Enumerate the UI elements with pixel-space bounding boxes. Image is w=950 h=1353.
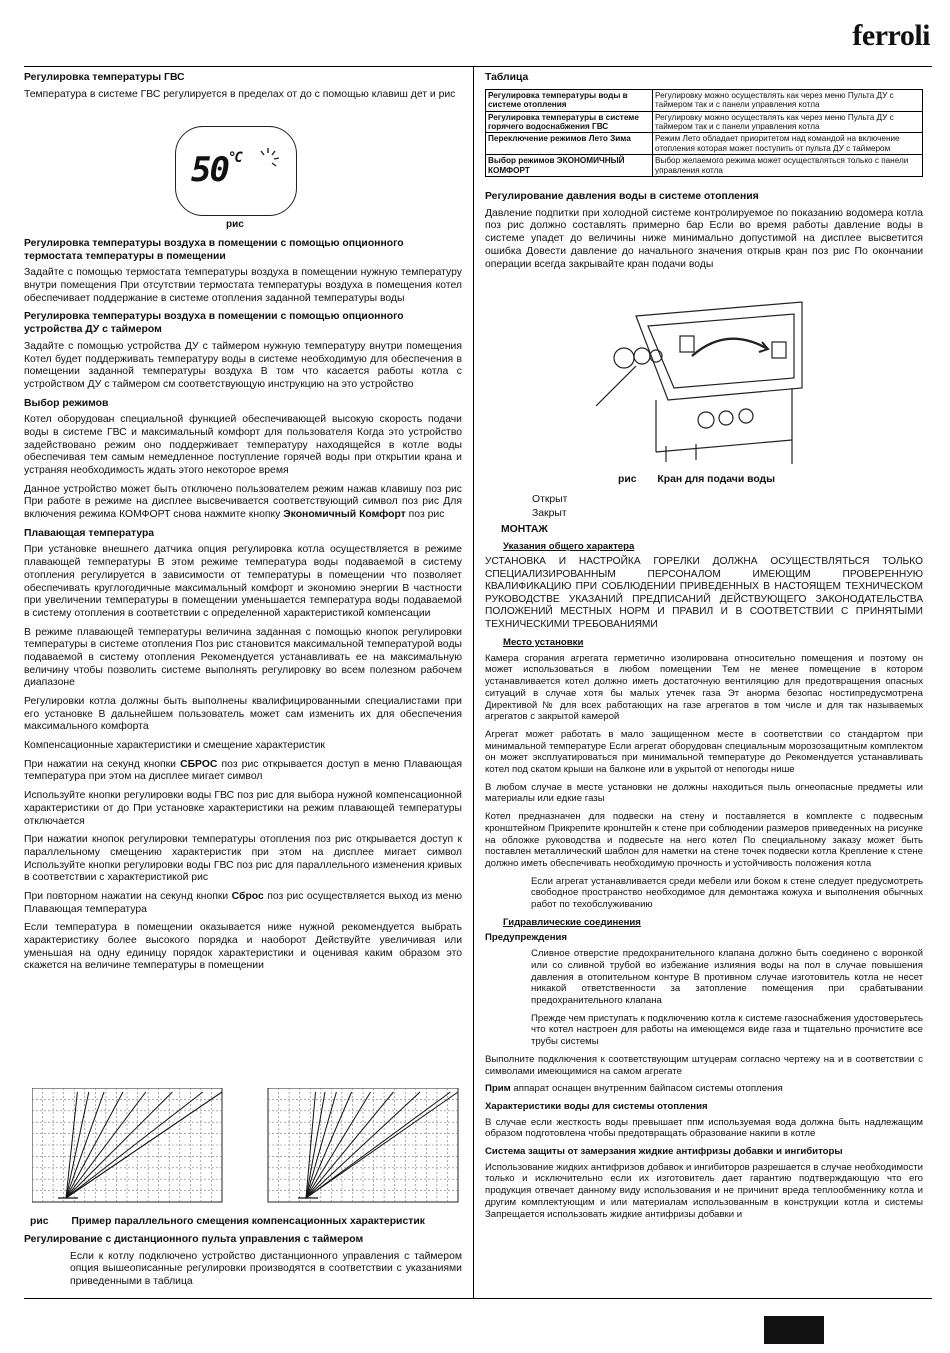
tap-figure-caption-text: Кран для подачи воды [657,474,776,485]
pressure-heading: Регулирование давления воды в системе отопления [485,191,759,203]
floating-p7: При нажатии кнопок регулировки температуры отопления поз рис открывается доступ к параллельному смещению характеристик при этом на дисплее мигает символ Используйте кнопки регулировки воды ГВС поз рис для параллельного изменения кривых в соответствии с характеристикой рис [24,834,462,884]
note-label: Прим [485,1083,511,1095]
location-p5: Если агрегат устанавливается среди мебели или боком к стене следует предусмотреть свободное пространство необходимое для демонтажа кожуха и выполнения обычных работ по техобслуживанию [531,875,923,911]
hydraulic-heading: Гидравлические соединения [503,916,641,928]
table-desc-cell: Регулировку можно осуществлять как через меню Пульта ДУ с таймером так и с панели управления котла [653,89,923,111]
display-readout [191,150,241,191]
modes-text-2-bold: Экономичный Комфорт [283,509,406,521]
floating-p9: Если температура в помещении оказывается ниже нужной рекомендуется выбрать характеристику более высокого порядка и наоборот Действуйте увеличивая или уменьшая на одну единицу порядок характеристики и оценивая каким образом это скажется на величине температуры в помещении [24,922,462,972]
water-text: В случае если жесткость воды превышает ппм используемая вода должна быть надлежащим образом подготовлена чтобы предотвращать образование накипи в котле [485,1116,923,1140]
modes-text-2b: поз рис [405,509,445,521]
table-param-cell: Выбор режимов ЭКОНОМИЧНЫЙ КОМФОРТ [486,155,653,177]
pressure-text: Давление подпитки при холодной системе контролируемое по показанию водомера котла поз рис должно составлять примерно бар Если во время работы давление воды в системе упадет до величины ниже минимально допустимой на дисплее высветится ошибка Довести давление до начального значения открыв кран поз рис По окончании операции всегда закрывайте кран подачи воды [485,207,923,270]
warnings-heading: Предупреждения [485,932,568,944]
location-p4: Котел предназначен для подвески на стену и поставляется в комплекте с подвесным кронштейном Прикрепите кронштейн к стене при соблюдении размеров приведенных на рисунке на обложке руководства и подвесьте на него котел По специальному заказу может быть поставлен металлический шаблон для наметки на стене точек подвески котла Крепление к стене должно иметь обеспечивать необходимую прочность и устойчивость положения котла [485,811,923,869]
display-unit: °C [227,150,241,166]
dhw-heading: Регулировка температуры ГВС [24,72,185,83]
floating-p2: В режиме плавающей температуры величина заданная с помощью кнопок регулировки температуры в системе отопления Поз рис становится максимальной температурой воды подаваемой в систему отопления Рекомендуется устанавливать ее на максимальную величину чтобы позволить системе выполнять регулировку во всем полезном рабочем диапазоне [24,626,462,689]
modes-text-1: Котел оборудован специальной функцией обеспечивающей высокую скорость подачи воды в системе ГВС и максимальный комфорт для пользователя Когда это устройство задействовано режим оно поддерживает температуру находящейся в котле воды обеспечивая тем самым немедленное поступление горячей воды при открытии крана и устраняя необходимость ждать этого некоторое время [24,414,462,476]
floating-p5b: поз рис открывается доступ в меню Плавающая температура при этом на дисплее мигает символ [24,758,463,783]
chart-caption [30,1216,470,1229]
remote-heading: Регулировка температуры воздуха в помещении с помощью опционного устройства ДУ с таймером [24,311,404,336]
general-text: УСТАНОВКА И НАСТРОЙКА ГОРЕЛКИ ДОЛЖНА ОСУЩЕСТВЛЯТЬСЯ ТОЛЬКО СПЕЦИАЛИЗИРОВАННЫМ ПЕРСОНАЛОМ ИМЕЮЩИМ ПРОВЕРЕННУЮ КВАЛИФИКАЦИЮ ПРИ СОБЛЮДЕНИИ ПРИВЕДЕННЫХ В НАСТОЯЩЕМ ТЕХНИЧЕСКОМ РУКОВОДСТВЕ УКАЗАНИЙ ПРЕДПИСАНИЙ ДЕЙСТВУЮЩЕГО ЗАКОНОДАТЕЛЬСТВА ПОЛОЖЕНИЙ МЕСТНЫХ НОРМ И ПРАВИЛ И В СООТВЕТСТВИИ С ПРИНЯТЫМИ ТЕХНИЧЕСКИМИ ТРЕБОВАНИЯМИ [485,556,923,630]
modes-text-2a: Данное устройство может быть отключено пользователем режим нажав клавишу поз рис При работе в режиме на дисплее высвечивается соответствующий символ поз рис Для включения режима КОМФОРТ снова нажмите кнопку [24,483,462,521]
general-heading: Указания общего характера [503,540,635,552]
modes-heading: Выбор режимов [24,397,109,409]
floating-heading: Плавающая температура [24,527,155,539]
warnings-p2: Прежде чем приступать к подключению котла к системе газоснабжения удостоверьтесь что котел настроен для работы на имеющемся виде газа и тщательно прочистите все трубы системы [531,1012,923,1048]
floating-p8b: поз рис осуществляется выход из меню Плавающая температура [24,890,462,915]
table-desc-cell: Выбор желаемого режима может осуществляться только с панели управления котла [653,155,923,177]
water-heading: Характеристики воды для системы отопления [485,1100,708,1112]
left-column-body [24,238,462,979]
remote-text: Задайте с помощью устройства ДУ с таймером нужную температуру внутри помещения Котел будет поддерживать температуру воды в системе необходимую для обеспечения в помещении заданной температуры воздуха В том что касается работы котла с устройством ДУ с таймером см соответствующую инструкцию на это устройство [24,340,462,390]
table-row [486,111,923,133]
legend-open: Открыт [532,494,568,505]
table-row [486,89,923,111]
dhw-text: Температура в системе ГВС регулируется в пределах от до с помощью клавиш дет и рис [24,88,456,100]
floating-p5-bold: СБРОС [180,758,218,770]
install-heading: МОНТАЖ [501,524,548,535]
antifreeze-text: Использование жидких антифризов добавок и ингибиторов разрешается в случае необходимости только и исключительно если их изготовитель дает гарантию подтверждающую что его продукция отвечает данному виду использования и не причинит вреда теплообменнику котла и другим комплектующим и или материалам использованным в конструкции котла и системы Запрещается использовать жидкие антифризы добавки и [485,1161,923,1220]
antifreeze-heading: Система защиты от замерзания жидкие антифризы добавки и ингибиторы [485,1146,843,1158]
left-column [24,72,462,107]
floating-p1: При установке внешнего датчика опция регулировка котла осуществляется в режиме плавающей температуры В этом режиме температура воды подаваемой в систему отопления регулируется в зависимости от температуры в помещении что позволяет обеспечивать круглогодичные максимальный комфорт и экономию энергии В частности при увеличении температуры в помещении уменьшается температура воды подаваемой в систему отопления в соответствии с определенной характеристикой компенсации [24,544,462,619]
room-thermo-heading: Регулировка температуры воздуха в помещении с помощью опционного термостата температуры в помещении [24,238,404,262]
table-param-cell: Регулировка температуры в системе горячего водоснабжения ГВС [486,111,653,133]
curves-chart-right [268,1088,458,1202]
bottom-divider [24,1298,932,1299]
table-desc-cell: Регулировку можно осуществлять как через меню Пульта ДУ с таймером так и с панели управления котла [653,111,923,133]
floating-p5a: При нажатии на секунд кнопки [24,758,181,770]
display-value: 50 [191,150,228,190]
floating-p6: Используйте кнопки регулировки воды ГВС поз рис для выбора нужной компенсационной характеристики от до При установке характеристики на режим плавающей температуры отключается [24,790,462,827]
brand-logo: ferroli [852,19,930,52]
remote-control-table [485,89,923,177]
chart-caption-label: рис [30,1216,49,1227]
remote-control-heading: Регулирование с дистанционного пульта управления с таймером [24,1234,364,1245]
table-row [486,133,923,155]
floating-p5 [24,759,462,784]
table-heading: Таблица [485,72,529,83]
tap-figure-caption [618,474,775,487]
modes-text-2 [24,484,462,522]
compensation-curves-figure [32,1088,460,1206]
remote-control-text: Если к котлу подключено устройство дистанционного управления с таймером опция вышеописанные регулировки производятся в соответствии с указаниями приведенными в таблица [70,1250,462,1288]
location-heading: Место установки [503,637,584,649]
table-row [486,155,923,177]
display-figure-label: рис [226,219,244,230]
chart-caption-text: Пример параллельного смещения компенсационных характеристик [71,1216,425,1227]
connect-text: Выполните подключения к соответствующим штуцерам согласно чертежу на и в соответствии с символами имеющимися на самом агрегате [485,1053,923,1077]
tap-legend [532,493,567,520]
floating-p3: Регулировки котла должны быть выполнены квалифицированными специалистами при его установке В дальнейшем пользователь может сам изменить их для обеспечения максимального комфорта [24,696,462,733]
floating-p8 [24,891,462,916]
legend-closed: Закрыт [532,507,567,519]
floating-p8a: При повторном нажатии на секунд кнопки [24,890,232,902]
table-param-cell: Переключение режимов Лето Зима [486,133,653,155]
note-text: аппарат оснащен внутренним байпасом системы отопления [510,1083,783,1095]
column-divider [473,66,474,1298]
table-param-cell: Регулировка температуры воды в системе отопления [486,89,653,111]
right-column [485,72,923,277]
blink-rays-icon [255,146,281,172]
remote-control-section [24,1234,462,1295]
table-desc-cell: Режим Лето обладает приоритетом над командой на включение отопления которая может поступить от пульта ДУ с таймером [653,133,923,155]
right-column-body [485,524,923,1226]
room-thermo-text: Задайте с помощью термостата температуры воздуха в помещении нужную температуру внутри помещения При отсутствии термостата температуры воздуха в помещения котел обеспечивает поддержание в системе отопления заданной температуры воды [24,267,462,304]
fill-tap-illustration [596,296,806,466]
curves-chart-left [32,1088,222,1202]
location-p3: В любом случае в месте установки не должны находиться пыль огнеопасные предметы или материалы или едкие газы [485,781,923,805]
floating-p8-bold: Сброс [231,890,264,902]
note [485,1083,923,1095]
warnings-p1: Сливное отверстие предохранительного клапана должно быть соединено с воронкой или со сливной трубой во избежание излияния воды на пол в случае повышения давления в отопительном контуре В противном случае изготовитель котла не несет никакой ответственности за затопление помещения при срабатывании предохранительного клапана [531,948,923,1006]
location-p1: Камера сгорания агрегата герметично изолирована относительно помещения и поэтому он может использоваться в любом помещении Тем не менее помещение в котором устанавливается котел должно иметь достаточную вентиляцию для предотвращения опасных ситуаций в случае хотя бы малых утечек газа Эт анорма безопас ностипредусмотрена Директивой № для всех работающих на газе агрегатов в том числе и для так называемых агрегатов с закрытой камерой [485,652,923,723]
top-divider [24,66,932,67]
location-p2: Агрегат может работать в мало защищенном месте в соответствии со стандартом при минимальной температуре Если агрегат оборудован специальным морозозащитным комплектом он может эксплуатироваться при минимальной температуре до Рекомендуется устанавливать котел под скатом крыши на балконе или в укрытой от непогоды нише [485,728,923,776]
page-number-box [764,1316,824,1344]
tap-figure-label: рис [618,474,637,485]
floating-p4: Компенсационные характеристики и смещение характеристик [24,740,325,752]
